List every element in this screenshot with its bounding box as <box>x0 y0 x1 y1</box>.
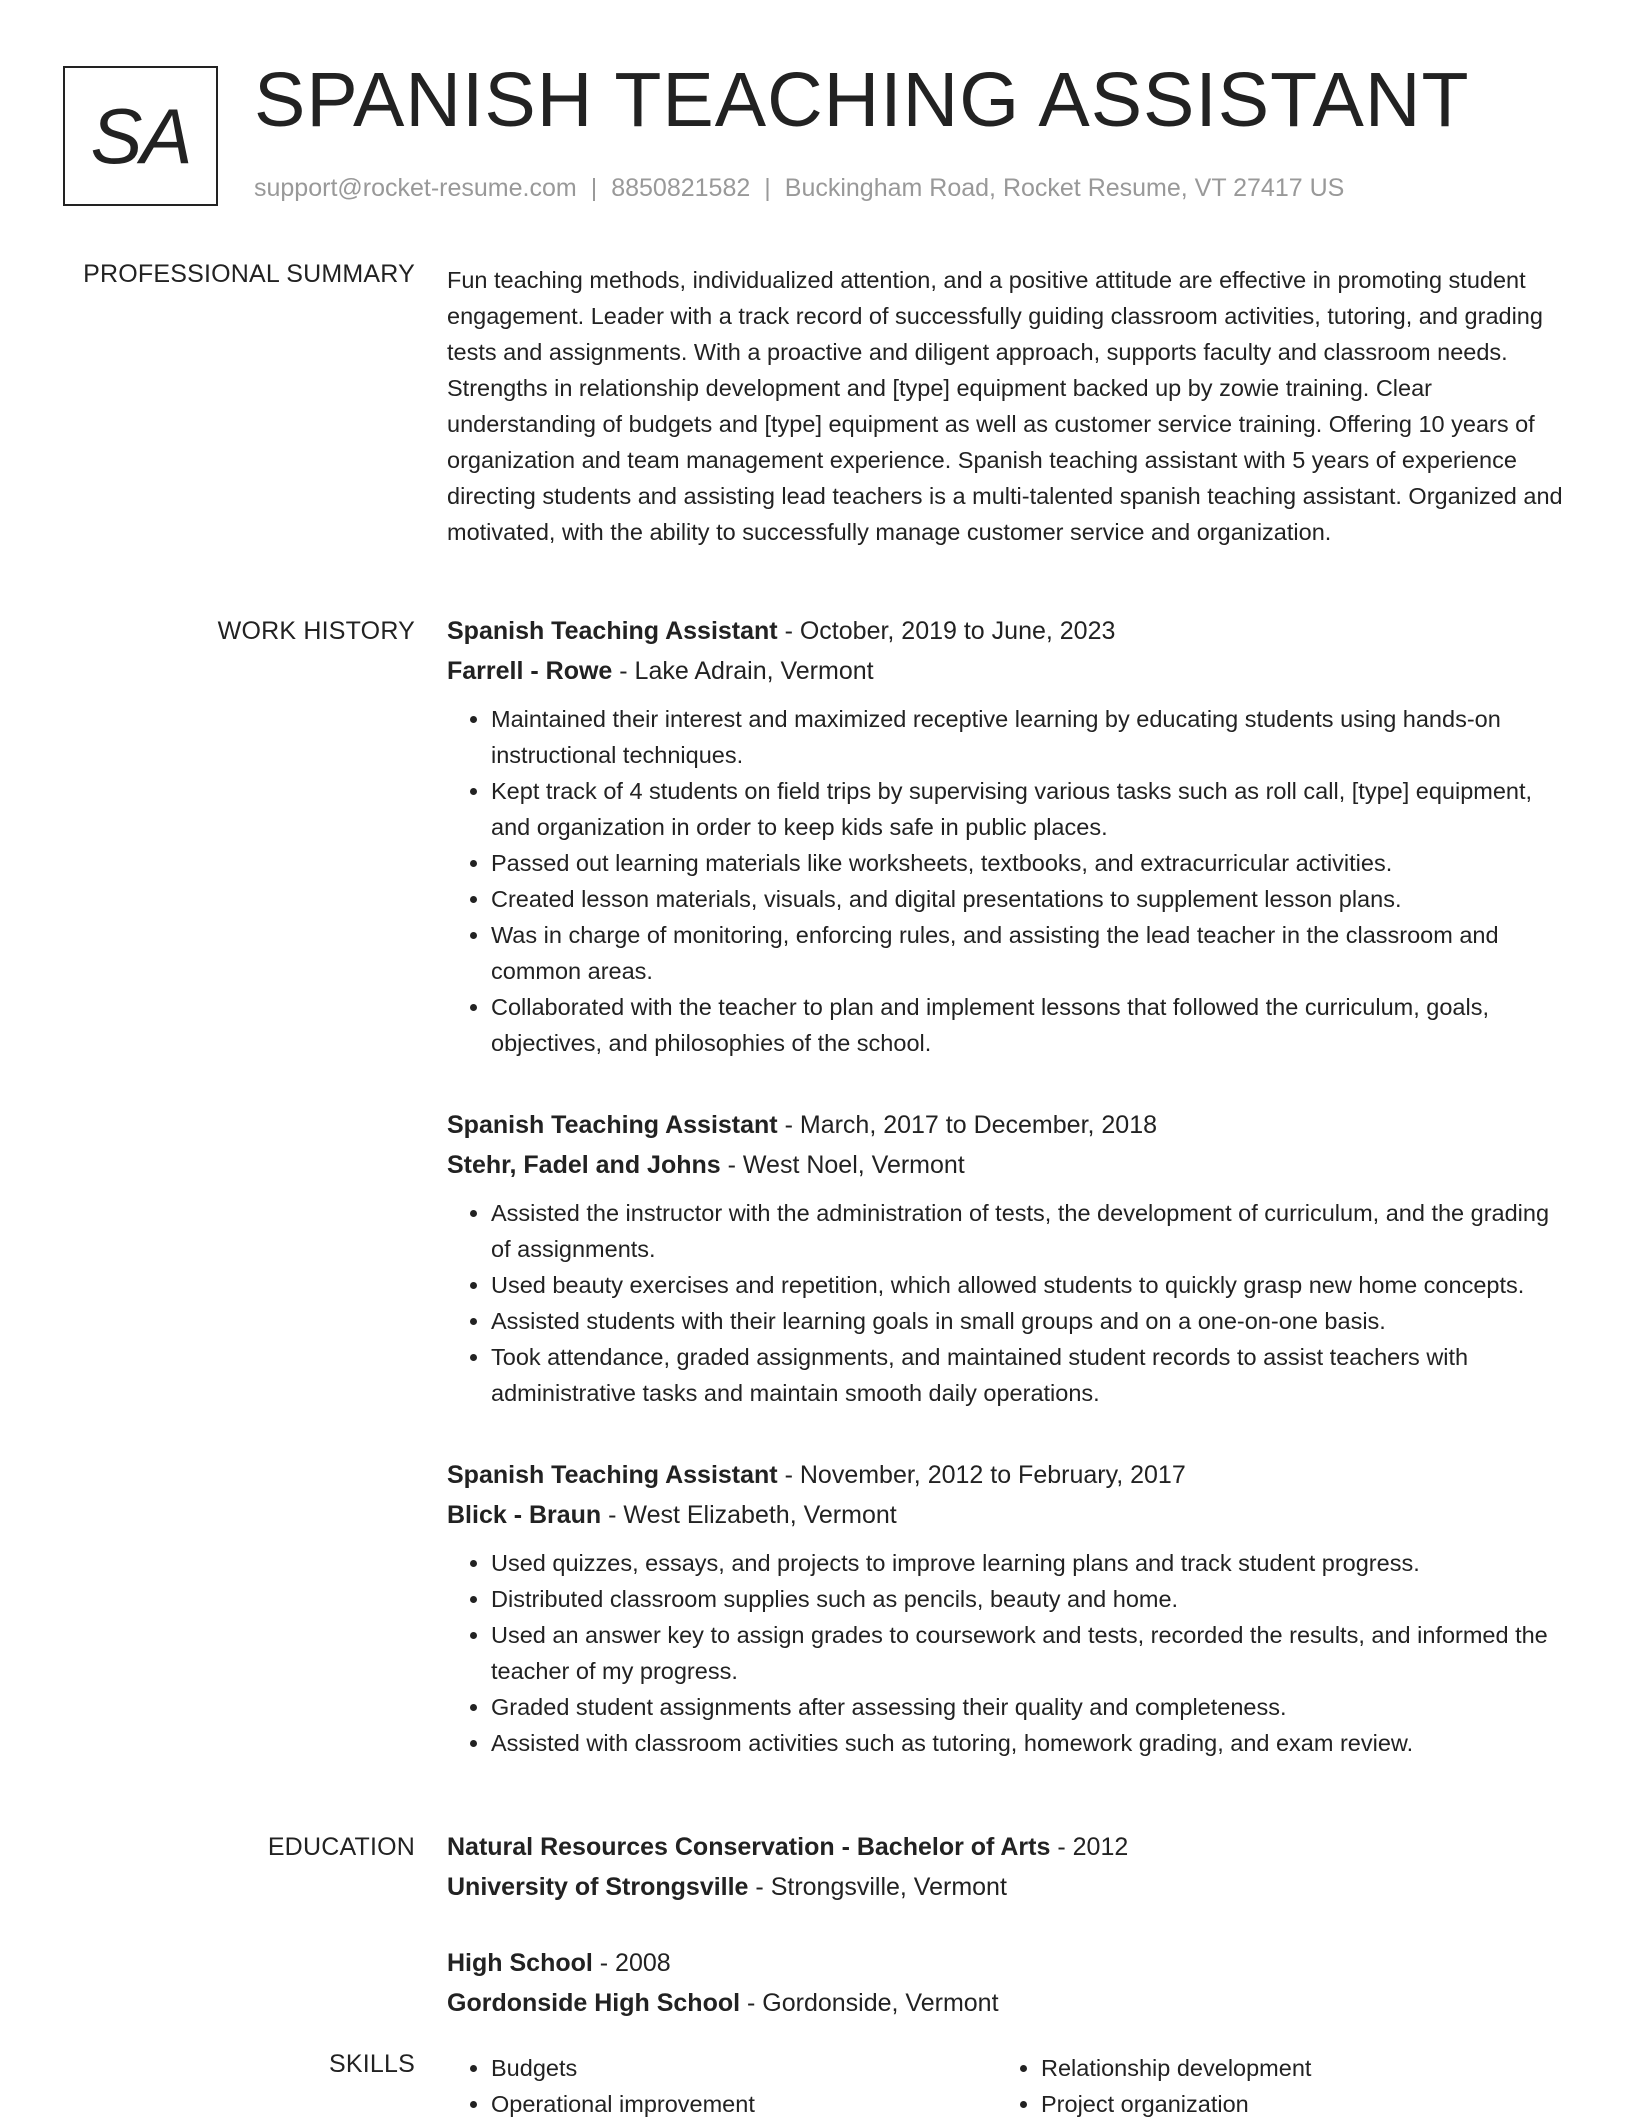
education-school-line <box>447 1867 1572 1907</box>
job-bullets <box>447 701 1572 1061</box>
skill-item: • Project organization <box>1041 2086 1547 2122</box>
contact-separator: | <box>764 174 771 202</box>
skills-grid <box>447 2050 1572 2122</box>
job-title-line <box>447 1105 1572 1145</box>
job-entry <box>447 1105 1572 1411</box>
list-item: • Used beauty exercises and repetition, which allowed students to quickly grasp new home concepts. <box>491 1267 1572 1303</box>
job-company-line <box>447 1495 1572 1535</box>
job-dates: - November, 2012 to February, 2017 <box>784 1461 1186 1489</box>
list-item: • Was in charge of monitoring, enforcing rules, and assisting the lead teacher in the classroom and common areas. <box>491 917 1572 989</box>
job-company-line <box>447 651 1572 691</box>
education-school: Gordonside High School <box>447 1989 741 2017</box>
job-title: Spanish Teaching Assistant <box>447 1111 778 1139</box>
list-item: • Used an answer key to assign grades to coursework and tests, recorded the results, and informed the teacher of my progress. <box>491 1617 1572 1689</box>
page-title: SPANISH TEACHING ASSISTANT <box>254 57 1470 143</box>
list-item: • Distributed classroom supplies such as pencils, beauty and home. <box>491 1581 1572 1617</box>
education-entry <box>447 1943 1572 2023</box>
job-company: Stehr, Fadel and Johns <box>447 1151 721 1179</box>
job-entry <box>447 611 1572 1061</box>
list-item: • Kept track of 4 students on field trips by supervising various tasks such as roll call, [type] equipment, and organization in order to keep kids safe in public places. <box>491 773 1572 845</box>
job-bullets <box>447 1545 1572 1761</box>
summary-label: PROFESSIONAL SUMMARY <box>83 260 415 288</box>
education-year: - 2012 <box>1057 1833 1129 1861</box>
skills-label: SKILLS <box>329 2050 415 2078</box>
job-company-line <box>447 1145 1572 1185</box>
education-degree-line <box>447 1943 1572 1983</box>
job-title-line <box>447 1455 1572 1495</box>
job-location: - West Elizabeth, Vermont <box>608 1501 897 1529</box>
list-item: • Assisted students with their learning goals in small groups and on a one-on-one basis. <box>491 1303 1572 1339</box>
list-item: • Used quizzes, essays, and projects to improve learning plans and track student progress. <box>491 1545 1572 1581</box>
skill-item: • Budgets <box>491 2050 997 2086</box>
list-item: • Assisted with classroom activities such as tutoring, homework grading, and exam review. <box>491 1725 1572 1761</box>
contact-line <box>254 174 1344 203</box>
job-location: - West Noel, Vermont <box>727 1151 965 1179</box>
monogram-initials: SA <box>90 91 191 180</box>
list-item: • Collaborated with the teacher to plan and implement lessons that followed the curriculum, goals, objectives, and philosophies of the school. <box>491 989 1572 1061</box>
education-degree: Natural Resources Conservation - Bachelor of Arts <box>447 1833 1051 1861</box>
list-item: • Graded student assignments after assessing their quality and completeness. <box>491 1689 1572 1725</box>
job-title-line <box>447 611 1572 651</box>
job-company: Blick - Braun <box>447 1501 602 1529</box>
list-item: • Passed out learning materials like worksheets, textbooks, and extracurricular activities. <box>491 845 1572 881</box>
skills-list-right <box>997 2050 1547 2122</box>
contact-address: Buckingham Road, Rocket Resume, VT 27417 US <box>784 174 1345 202</box>
list-item: • Maintained their interest and maximized receptive learning by educating students using hands-on instructional techniques. <box>491 701 1572 773</box>
list-item: • Took attendance, graded assignments, and maintained student records to assist teachers with administrative tasks and maintain smooth daily operations. <box>491 1339 1572 1411</box>
education-degree: High School <box>447 1949 593 1977</box>
list-item: • Created lesson materials, visuals, and digital presentations to supplement lesson plans. <box>491 881 1572 917</box>
job-company: Farrell - Rowe <box>447 657 613 685</box>
job-entry <box>447 1455 1572 1761</box>
monogram-box <box>63 66 218 206</box>
job-dates: - March, 2017 to December, 2018 <box>784 1111 1158 1139</box>
job-bullets <box>447 1195 1572 1411</box>
education-school: University of Strongsville <box>447 1873 749 1901</box>
job-location: - Lake Adrain, Vermont <box>619 657 874 685</box>
contact-phone: 8850821582 <box>611 174 751 202</box>
contact-separator: | <box>590 174 598 202</box>
job-title: Spanish Teaching Assistant <box>447 1461 778 1489</box>
education-entry <box>447 1827 1572 1907</box>
education-label: EDUCATION <box>267 1833 415 1861</box>
job-title: Spanish Teaching Assistant <box>447 617 778 645</box>
education-year: - 2008 <box>599 1949 671 1977</box>
skill-item: • Operational improvement <box>491 2086 997 2122</box>
contact-email: support@rocket-resume.com <box>254 174 577 202</box>
job-dates: - October, 2019 to June, 2023 <box>784 617 1116 645</box>
work-history-label: WORK HISTORY <box>217 617 415 645</box>
skill-item: • Relationship development <box>1041 2050 1547 2086</box>
education-degree-line <box>447 1827 1572 1867</box>
skills-list-left <box>447 2050 997 2122</box>
education-school-line <box>447 1983 1572 2023</box>
education-location: - Strongsville, Vermont <box>755 1873 1007 1901</box>
list-item: • Assisted the instructor with the administration of tests, the development of curriculum, and the grading of assignments. <box>491 1195 1572 1267</box>
education-location: - Gordonside, Vermont <box>747 1989 999 2017</box>
summary-text: Fun teaching methods, individualized attention, and a positive attitude are effective in promoting student engagement. Leader with a track record of successfully guiding classroom activities, tutoring, and grading tests and assignments. With a proactive and diligent approach, supports faculty and classroom needs. Strengths in relationship development and [type] equipment backed up by zowie training. Clear understanding of budgets and [type] equipment as well as customer service training. Offering 10 years of organization and team management experience. Spanish teaching assistant with 5 years of experience directing students and assisting lead teachers is a multi-talented spanish teaching assistant. Organized and motivated, with the ability to successfully manage customer service and organization. <box>447 267 1563 545</box>
